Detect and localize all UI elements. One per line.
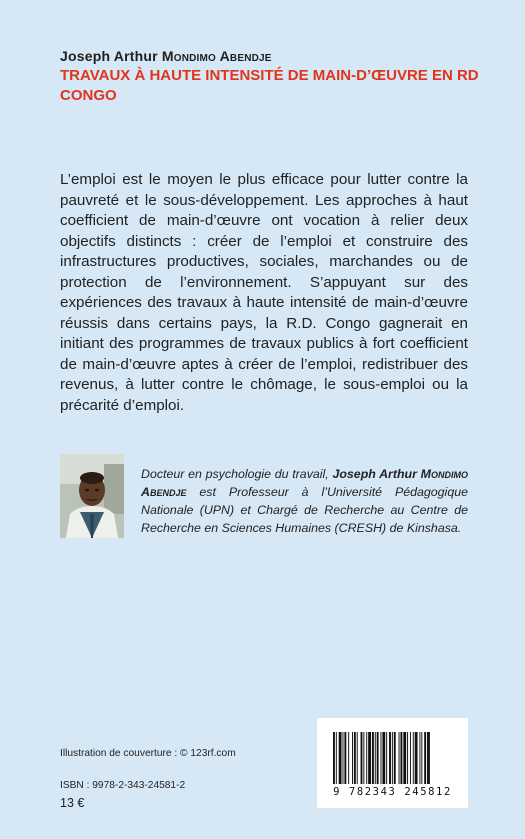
barcode-bar <box>352 732 353 784</box>
barcode <box>317 718 468 808</box>
author-photo <box>60 454 124 538</box>
barcode-bar <box>403 732 406 784</box>
barcode-bar <box>415 732 418 784</box>
barcode-bar <box>363 732 364 784</box>
barcode-bar <box>372 732 374 784</box>
barcode-bar <box>333 732 335 784</box>
barcode-bar <box>394 732 396 784</box>
barcode-bar <box>421 732 422 784</box>
bio-rest: est Professeur à l’Université Pédagogique Nationale (UPN) et Chargé de Recherche au Centre de Recherche en Sciences Humaines (CRESH) de Kinshasa. <box>141 485 468 535</box>
cover-credit: Illustration de couverture : © 123rf.com <box>60 748 236 759</box>
barcode-bar <box>424 732 426 784</box>
barcode-bar <box>381 732 382 784</box>
barcode-bar <box>389 732 391 784</box>
author-bio <box>141 465 468 537</box>
barcode-bar <box>382 732 385 784</box>
back-cover-blurb: L’emploi est le moyen le plus efficace pour lutter contre la pauvreté et le sous-développement. Les approches à haut coefficient de main-d’œuvre ont vocation à relier deux objectifs distincts : créer de l’emploi et construire des infrastructures productives, sociales, marchandes ou de protection de l’environnement. S’appuyant sur des expériences des travaux à haute intensité de main-d’œuvre réussis dans certains pays, la R.D. Congo gagnerait en initiant des programmes de travaux publics à fort coefficient de main-d’œuvre aptes à créer de l’emploi, redistribuer des revenus, à lutter contre le chômage, le sous-emploi ou la précarité d’emploi. <box>60 171 468 414</box>
bio-author-last: Mondimo Abendje <box>141 467 468 499</box>
barcode-bar <box>400 732 402 784</box>
author-first-name: Joseph Arthur <box>60 48 158 64</box>
isbn: ISBN : 9978-2-343-24581-2 <box>60 780 186 791</box>
barcode-bar <box>399 732 400 784</box>
price: 13 € <box>60 796 85 810</box>
barcode-bar <box>375 732 376 784</box>
barcode-bar <box>354 732 356 784</box>
barcode-bar <box>361 732 363 784</box>
barcode-bar <box>343 732 344 784</box>
barcode-bar <box>410 732 411 784</box>
barcode-bar <box>368 732 371 784</box>
barcode-bar <box>392 732 393 784</box>
author-name <box>60 48 272 64</box>
bio-author-first: Joseph Arthur <box>332 467 421 481</box>
barcode-bar <box>366 732 367 784</box>
barcode-bar <box>427 732 430 784</box>
book-title: TRAVAUX À HAUTE INTENSITÉ DE MAIN-D’ŒUVRE EN RD CONGO <box>60 67 479 104</box>
barcode-bar <box>357 732 358 784</box>
author-last-name: Mondimo Abendje <box>161 48 272 64</box>
barcode-bar <box>386 732 387 784</box>
barcode-bar <box>377 732 379 784</box>
barcode-bar <box>336 732 337 784</box>
barcode-bar <box>348 732 349 784</box>
barcode-bars <box>317 718 468 786</box>
barcode-bar <box>419 732 420 784</box>
barcode-bar <box>339 732 342 784</box>
barcode-number: 9 782343 245812 <box>333 786 452 798</box>
barcode-bar <box>407 732 408 784</box>
bio-intro: Docteur en psychologie du travail, <box>141 467 333 481</box>
barcode-bar <box>413 732 414 784</box>
barcode-bar <box>344 732 346 784</box>
